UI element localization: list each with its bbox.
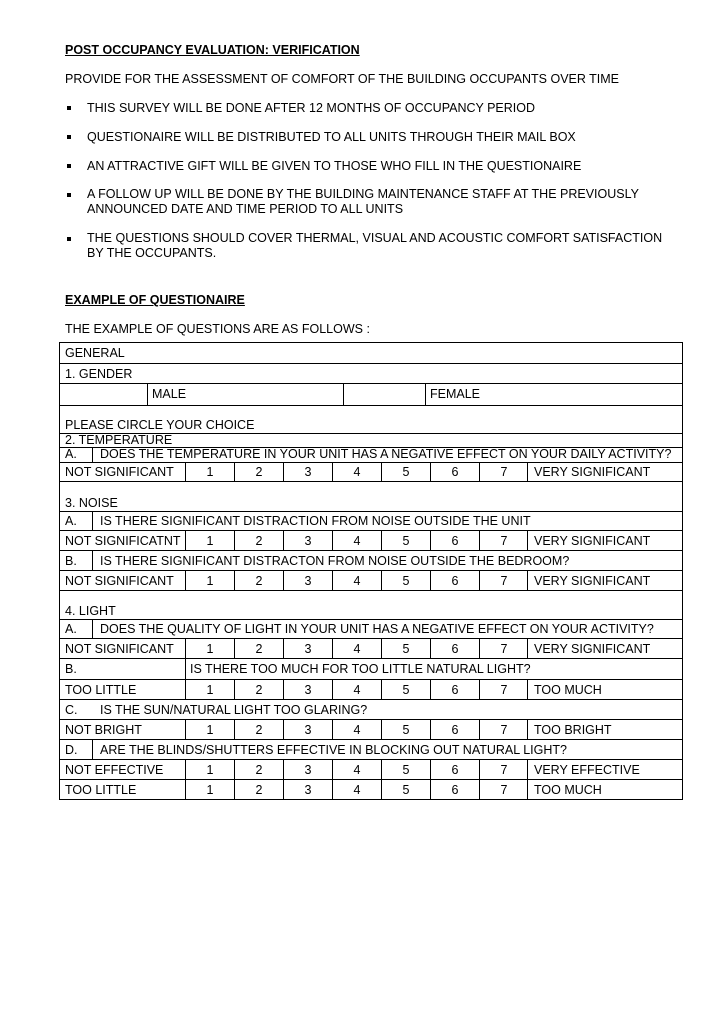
table-rule bbox=[59, 699, 683, 700]
bullet-icon bbox=[67, 164, 71, 168]
question-noise-b: IS THERE SIGNIFICANT DISTRACTON FROM NOISE OUTSIDE THE BEDROOM? bbox=[100, 554, 570, 568]
scale-option-4[interactable]: 4 bbox=[353, 763, 361, 777]
table-rule bbox=[59, 679, 683, 680]
page-title: POST OCCUPANCY EVALUATION: VERIFICATION bbox=[65, 43, 360, 57]
bullet-item: A FOLLOW UP WILL BE DONE BY THE BUILDING MAINTENANCE STAFF AT THE PREVIOUSLY ANNOUNCED DATE AND TIME PERIOD TO ALL UNITS bbox=[87, 187, 639, 216]
scale-option-7[interactable]: 7 bbox=[500, 723, 508, 737]
bullet-icon bbox=[67, 193, 71, 197]
question-light-a: DOES THE QUALITY OF LIGHT IN YOUR UNIT HAS A NEGATIVE EFFECT ON YOUR ACTIVITY? bbox=[100, 622, 654, 636]
table-rule bbox=[59, 570, 683, 571]
scale-option-2[interactable]: 2 bbox=[255, 763, 263, 777]
scale-option-3[interactable]: 3 bbox=[304, 534, 312, 548]
question-letter: D. bbox=[65, 743, 78, 757]
scale-option-3[interactable]: 3 bbox=[304, 574, 312, 588]
table-rule bbox=[92, 619, 93, 638]
question-temperature-a: DOES THE TEMPERATURE IN YOUR UNIT HAS A NEGATIVE EFFECT ON YOUR DAILY ACTIVITY? bbox=[100, 447, 672, 461]
scale-option-2[interactable]: 2 bbox=[255, 574, 263, 588]
scale-option-4[interactable]: 4 bbox=[353, 783, 361, 797]
question-letter: A. bbox=[65, 447, 77, 461]
table-rule bbox=[92, 447, 93, 462]
table-rule bbox=[59, 462, 683, 463]
scale-option-1[interactable]: 1 bbox=[206, 763, 214, 777]
scale-option-2[interactable]: 2 bbox=[255, 465, 263, 479]
table-rule bbox=[59, 638, 683, 639]
scale-option-5[interactable]: 5 bbox=[402, 642, 410, 656]
option-male: MALE bbox=[152, 387, 187, 401]
scale-option-1[interactable]: 1 bbox=[206, 783, 214, 797]
instruction-circle: PLEASE CIRCLE YOUR CHOICE bbox=[65, 418, 255, 432]
scale-option-2[interactable]: 2 bbox=[255, 683, 263, 697]
scale-max-label: TOO BRIGHT bbox=[534, 723, 612, 737]
scale-option-4[interactable]: 4 bbox=[353, 574, 361, 588]
scale-min-label: NOT SIGNIFICANT bbox=[65, 574, 174, 588]
scale-option-1[interactable]: 1 bbox=[206, 642, 214, 656]
table-rule bbox=[147, 383, 148, 405]
bullet-icon bbox=[67, 135, 71, 139]
question-letter: A. bbox=[65, 622, 77, 636]
scale-option-7[interactable]: 7 bbox=[500, 642, 508, 656]
scale-option-1[interactable]: 1 bbox=[206, 683, 214, 697]
scale-max-label: VERY EFFECTIVE bbox=[534, 763, 640, 777]
scale-option-2[interactable]: 2 bbox=[255, 723, 263, 737]
bullet-icon bbox=[67, 237, 71, 241]
scale-max-label: TOO MUCH bbox=[534, 683, 602, 697]
table-rule bbox=[59, 739, 683, 740]
scale-option-5[interactable]: 5 bbox=[402, 574, 410, 588]
scale-min-label: NOT BRIGHT bbox=[65, 723, 142, 737]
scale-option-5[interactable]: 5 bbox=[402, 465, 410, 479]
scale-option-3[interactable]: 3 bbox=[304, 642, 312, 656]
section-temperature: 2. TEMPERATURE bbox=[65, 433, 173, 447]
scale-max-label: VERY SIGNIFICANT bbox=[534, 465, 651, 479]
scale-option-7[interactable]: 7 bbox=[500, 783, 508, 797]
table-rule bbox=[185, 658, 186, 679]
table-rule bbox=[59, 759, 683, 760]
scale-option-6[interactable]: 6 bbox=[451, 642, 459, 656]
intro-text: PROVIDE FOR THE ASSESSMENT OF COMFORT OF THE BUILDING OCCUPANTS OVER TIME bbox=[65, 72, 620, 86]
table-rule bbox=[59, 405, 683, 406]
scale-option-3[interactable]: 3 bbox=[304, 763, 312, 777]
question-light-b: IS THERE TOO MUCH FOR TOO LITTLE NATURAL LIGHT? bbox=[190, 662, 531, 676]
scale-option-3[interactable]: 3 bbox=[304, 783, 312, 797]
example-intro: THE EXAMPLE OF QUESTIONS ARE AS FOLLOWS : bbox=[65, 322, 370, 336]
table-rule bbox=[59, 550, 683, 551]
scale-option-1[interactable]: 1 bbox=[206, 465, 214, 479]
scale-option-4[interactable]: 4 bbox=[353, 723, 361, 737]
table-rule bbox=[59, 779, 683, 780]
table-rule bbox=[343, 383, 344, 405]
table-rule bbox=[59, 511, 683, 512]
scale-min-label: NOT SIGNIFICANT bbox=[65, 465, 174, 479]
scale-option-6[interactable]: 6 bbox=[451, 534, 459, 548]
section-light: 4. LIGHT bbox=[65, 604, 116, 618]
scale-option-4[interactable]: 4 bbox=[353, 534, 361, 548]
question-letter: C. bbox=[65, 703, 78, 717]
scale-option-6[interactable]: 6 bbox=[451, 683, 459, 697]
scale-min-label: NOT EFFECTIVE bbox=[65, 763, 164, 777]
scale-max-label: TOO MUCH bbox=[534, 783, 602, 797]
scale-option-5[interactable]: 5 bbox=[402, 783, 410, 797]
scale-option-3[interactable]: 3 bbox=[304, 465, 312, 479]
scale-option-2[interactable]: 2 bbox=[255, 642, 263, 656]
scale-option-5[interactable]: 5 bbox=[402, 763, 410, 777]
scale-option-4[interactable]: 4 bbox=[353, 642, 361, 656]
table-rule bbox=[59, 383, 683, 384]
scale-min-label: TOO LITTLE bbox=[65, 683, 137, 697]
table-rule bbox=[92, 739, 93, 759]
scale-option-7[interactable]: 7 bbox=[500, 574, 508, 588]
scale-option-6[interactable]: 6 bbox=[451, 574, 459, 588]
table-rule bbox=[59, 658, 683, 659]
scale-option-4[interactable]: 4 bbox=[353, 465, 361, 479]
scale-min-label: NOT SIGNIFICATNT bbox=[65, 534, 181, 548]
section-noise: 3. NOISE bbox=[65, 496, 118, 510]
table-rule bbox=[59, 530, 683, 531]
question-letter: B. bbox=[65, 554, 77, 568]
bullet-item: QUESTIONAIRE WILL BE DISTRIBUTED TO ALL UNITS THROUGH THEIR MAIL BOX bbox=[87, 130, 576, 144]
scale-option-3[interactable]: 3 bbox=[304, 683, 312, 697]
bullet-icon bbox=[67, 106, 71, 110]
scale-option-7[interactable]: 7 bbox=[500, 763, 508, 777]
scale-option-4[interactable]: 4 bbox=[353, 683, 361, 697]
example-heading: EXAMPLE OF QUESTIONAIRE bbox=[65, 293, 245, 307]
table-rule bbox=[92, 550, 93, 570]
scale-option-6[interactable]: 6 bbox=[451, 783, 459, 797]
section-general: GENERAL bbox=[65, 346, 125, 360]
bullet-item: THE QUESTIONS SHOULD COVER THERMAL, VISUAL AND ACOUSTIC COMFORT SATISFACTION BY THE OCCUPANTS. bbox=[87, 231, 663, 260]
table-rule bbox=[59, 590, 683, 591]
scale-option-5[interactable]: 5 bbox=[402, 534, 410, 548]
bullet-item: AN ATTRACTIVE GIFT WILL BE GIVEN TO THOSE WHO FILL IN THE QUESTIONAIRE bbox=[87, 159, 582, 173]
scale-option-6[interactable]: 6 bbox=[451, 465, 459, 479]
scale-max-label: VERY SIGNIFICANT bbox=[534, 642, 651, 656]
scale-option-2[interactable]: 2 bbox=[255, 783, 263, 797]
table-rule bbox=[59, 363, 683, 364]
question-light-c: IS THE SUN/NATURAL LIGHT TOO GLARING? bbox=[100, 703, 368, 717]
table-rule bbox=[59, 719, 683, 720]
scale-option-7[interactable]: 7 bbox=[500, 683, 508, 697]
table-rule bbox=[59, 619, 683, 620]
scale-option-6[interactable]: 6 bbox=[451, 763, 459, 777]
question-letter: A. bbox=[65, 514, 77, 528]
scale-min-label: TOO LITTLE bbox=[65, 783, 137, 797]
scale-option-7[interactable]: 7 bbox=[500, 465, 508, 479]
table-rule bbox=[92, 511, 93, 530]
bullet-item: THIS SURVEY WILL BE DONE AFTER 12 MONTHS OF OCCUPANCY PERIOD bbox=[87, 101, 536, 115]
scale-option-5[interactable]: 5 bbox=[402, 683, 410, 697]
scale-max-label: VERY SIGNIFICANT bbox=[534, 574, 651, 588]
scale-option-5[interactable]: 5 bbox=[402, 723, 410, 737]
scale-min-label: NOT SIGNIFICANT bbox=[65, 642, 174, 656]
table-rule bbox=[59, 481, 683, 482]
scale-max-label: VERY SIGNIFICANT bbox=[534, 534, 651, 548]
question-gender: 1. GENDER bbox=[65, 367, 133, 381]
scale-option-3[interactable]: 3 bbox=[304, 723, 312, 737]
scale-option-6[interactable]: 6 bbox=[451, 723, 459, 737]
table-rule bbox=[425, 383, 426, 405]
scale-option-1[interactable]: 1 bbox=[206, 723, 214, 737]
scale-option-2[interactable]: 2 bbox=[255, 534, 263, 548]
scale-option-1[interactable]: 1 bbox=[206, 534, 214, 548]
question-light-d: ARE THE BLINDS/SHUTTERS EFFECTIVE IN BLOCKING OUT NATURAL LIGHT? bbox=[100, 743, 567, 757]
scale-option-1[interactable]: 1 bbox=[206, 574, 214, 588]
question-letter: B. bbox=[65, 662, 77, 676]
option-female: FEMALE bbox=[430, 387, 481, 401]
question-noise-a: IS THERE SIGNIFICANT DISTRACTION FROM NOISE OUTSIDE THE UNIT bbox=[100, 514, 531, 528]
scale-option-7[interactable]: 7 bbox=[500, 534, 508, 548]
